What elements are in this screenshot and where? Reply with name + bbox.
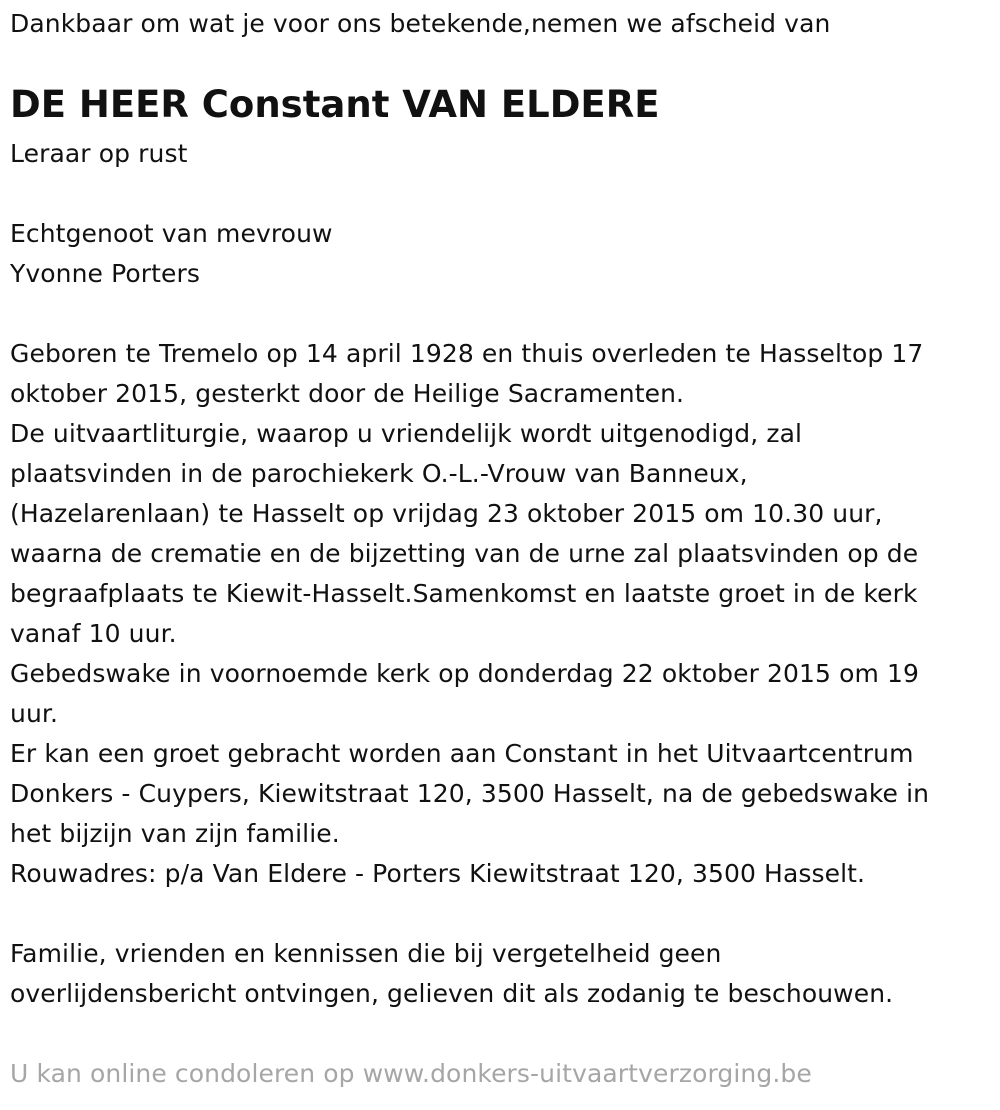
intro-text: Dankbaar om wat je voor ons betekende,nemen we afscheid van bbox=[10, 9, 831, 38]
body-line: Er kan een groet gebracht worden aan Constant in het Uitvaartcentrum bbox=[10, 739, 914, 768]
spouse-block bbox=[10, 214, 333, 294]
body-line: vanaf 10 uur. bbox=[10, 619, 177, 648]
occupation-block bbox=[10, 134, 187, 174]
condolence-footer: U kan online condoleren op www.donkers-uitvaartverzorging.be bbox=[10, 1059, 812, 1088]
spouse-line: Echtgenoot van mevrouw bbox=[10, 219, 333, 248]
body-line: het bijzijn van zijn familie. bbox=[10, 819, 340, 848]
closing-block bbox=[10, 934, 893, 1014]
body-line: waarna de crematie en de bijzetting van de urne zal plaatsvinden op de bbox=[10, 539, 919, 568]
body-line: oktober 2015, gesterkt door de Heilige Sacramenten. bbox=[10, 379, 685, 408]
body-line: Gebedswake in voornoemde kerk op donderdag 22 oktober 2015 om 19 bbox=[10, 659, 919, 688]
body-line: Rouwadres: p/a Van Eldere - Porters Kiewitstraat 120, 3500 Hasselt. bbox=[10, 859, 866, 888]
occupation-text: Leraar op rust bbox=[10, 139, 188, 168]
body-line: Donkers - Cuypers, Kiewitstraat 120, 3500 Hasselt, na de gebedswake in bbox=[10, 779, 930, 808]
body-line: begraafplaats te Kiewit-Hasselt.Samenkomst en laatste groet in de kerk bbox=[10, 579, 918, 608]
spouse-name: Yvonne Porters bbox=[10, 259, 201, 288]
body-line: uur. bbox=[10, 699, 59, 728]
deceased-name: DE HEER Constant VAN ELDERE bbox=[10, 83, 660, 126]
body-line: plaatsvinden in de parochiekerk O.-L.-Vrouw van Banneux, bbox=[10, 459, 748, 488]
closing-line: Familie, vrienden en kennissen die bij vergetelheid geen bbox=[10, 939, 722, 968]
body-line: (Hazelarenlaan) te Hasselt op vrijdag 23 oktober 2015 om 10.30 uur, bbox=[10, 499, 883, 528]
body-line: Geboren te Tremelo op 14 april 1928 en thuis overleden te Hasseltop 17 bbox=[10, 339, 924, 368]
closing-line: overlijdensbericht ontvingen, gelieven dit als zodanig te beschouwen. bbox=[10, 979, 894, 1008]
body-line: De uitvaartliturgie, waarop u vriendelijk wordt uitgenodigd, zal bbox=[10, 419, 803, 448]
funeral-details bbox=[10, 334, 929, 894]
